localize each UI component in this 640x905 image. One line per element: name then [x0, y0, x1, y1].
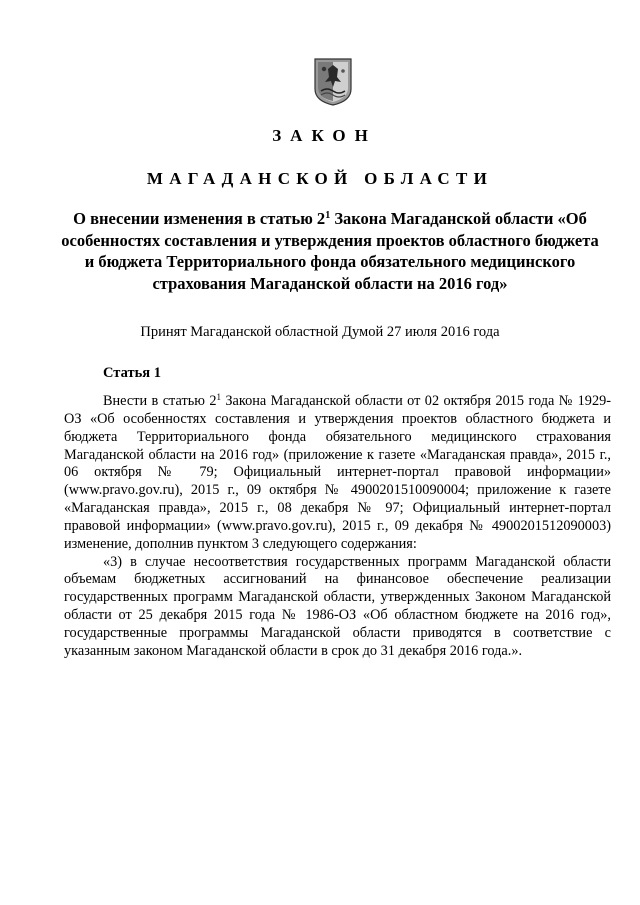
- law-title-part2: Закона Магаданской области «Об особенностях составления и утверждения проектов областного бюджета и бюджета Территориального фонда обязательного медицинского страхования Магаданской области на 2016 год»: [61, 209, 599, 293]
- paragraph-part2: Закона Магаданской области от 02 октября 2015 года № 1929-ОЗ «Об особенностях составления и утверждения проектов областного бюджета и бюджета Территориального фонда обязательного медицинского страхования Магаданской области на 2016 год» (приложение к газете «Магаданская правда», 2015 г., 06 октября № 79; Официальный интернет-портал правовой информации» (www.pravo.gov.ru), 2015 г., 09 октября № 4900201510090004; приложение к газете «Магаданская правда», 2015 г., 08 декабря № 97; Официальный интернет-портал правовой информации» (www.pravo.gov.ru), 2015 г., 09 декабря № 4900201512090003) изменение, дополнив пунктом 3 следующего содержания:: [64, 393, 611, 552]
- law-type-heading: ЗАКОН: [272, 126, 377, 145]
- law-title: [60, 208, 600, 294]
- article-title: Статья 1: [103, 365, 161, 381]
- article-paragraph-amendment: [64, 393, 611, 554]
- article-paragraph-new-item: «3) в случае несоответствия государственных программ Магаданской области объемам бюджетных ассигнований на финансовое обеспечение реализации государственных программ Магаданской области, утвержденных Законом Магаданской области от 25 декабря 2015 года № 1986-ОЗ «Об областном бюджете на 2016 год», государственные программы Магаданской области приводятся в соответствие с указанным законом Магаданской области в срок до 31 декабря 2016 года.».: [64, 553, 611, 659]
- law-title-superscript: 1: [325, 210, 331, 221]
- paragraph-superscript: 1: [216, 392, 221, 402]
- article-body: [64, 393, 611, 661]
- paragraph-part1: Внести в статью 2: [103, 393, 217, 409]
- adoption-statement: Принят Магаданской областной Думой 27 июля 2016 года: [140, 324, 500, 340]
- law-title-part1: О внесении изменения в статью 2: [73, 209, 326, 228]
- coat-of-arms-emblem: [313, 57, 353, 107]
- region-heading: МАГАДАНСКОЙ ОБЛАСТИ: [146, 169, 494, 188]
